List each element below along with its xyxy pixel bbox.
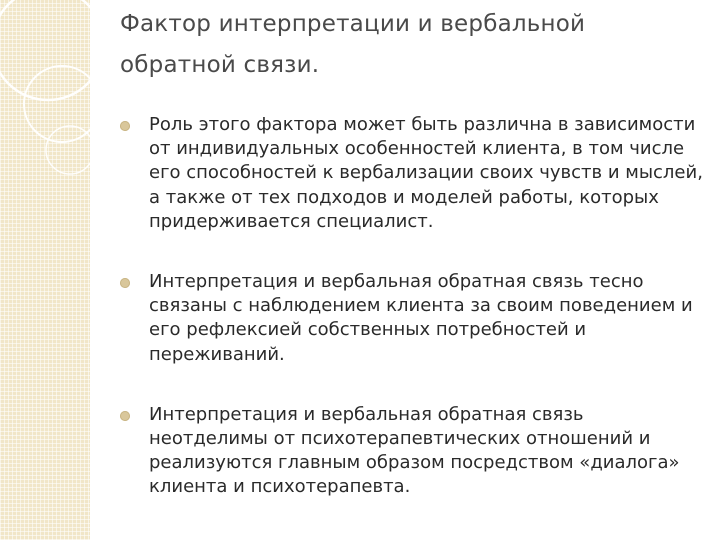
bullet-text: Интерпретация и вербальная обратная связь неотделимы от психотерапевтических отношений и реализуются главным образом посредством «диалога» клиента и психотерапевта. (149, 403, 680, 498)
bullet-item (120, 403, 705, 500)
bullet-item (120, 270, 705, 367)
decorative-circle-small (46, 126, 94, 174)
decorative-circle-large (0, 0, 104, 100)
bullet-dot-icon (120, 411, 130, 421)
bullet-dot-icon (120, 278, 130, 288)
slide-title: Фактор интерпретации и вербальной обратной связи. (120, 11, 586, 78)
bullet-item (120, 113, 705, 234)
bullet-dot-icon (120, 121, 130, 131)
bullet-text: Интерпретация и вербальная обратная связь тесно связаны с наблюдением клиента за своим поведением и его рефлексией собственных потребностей и переживаний. (149, 271, 693, 365)
bullet-list (120, 113, 705, 500)
decorative-circle-medium (24, 66, 100, 142)
decorative-circles (0, 0, 120, 260)
bullet-text: Роль этого фактора может быть различна в зависимости от индивидуальных особенностей клиента, в том числе его способностей к вербализации своих чувств и мыслей, а также от тех подходов и моделей работы, которых придерживается специалист. (149, 114, 703, 232)
